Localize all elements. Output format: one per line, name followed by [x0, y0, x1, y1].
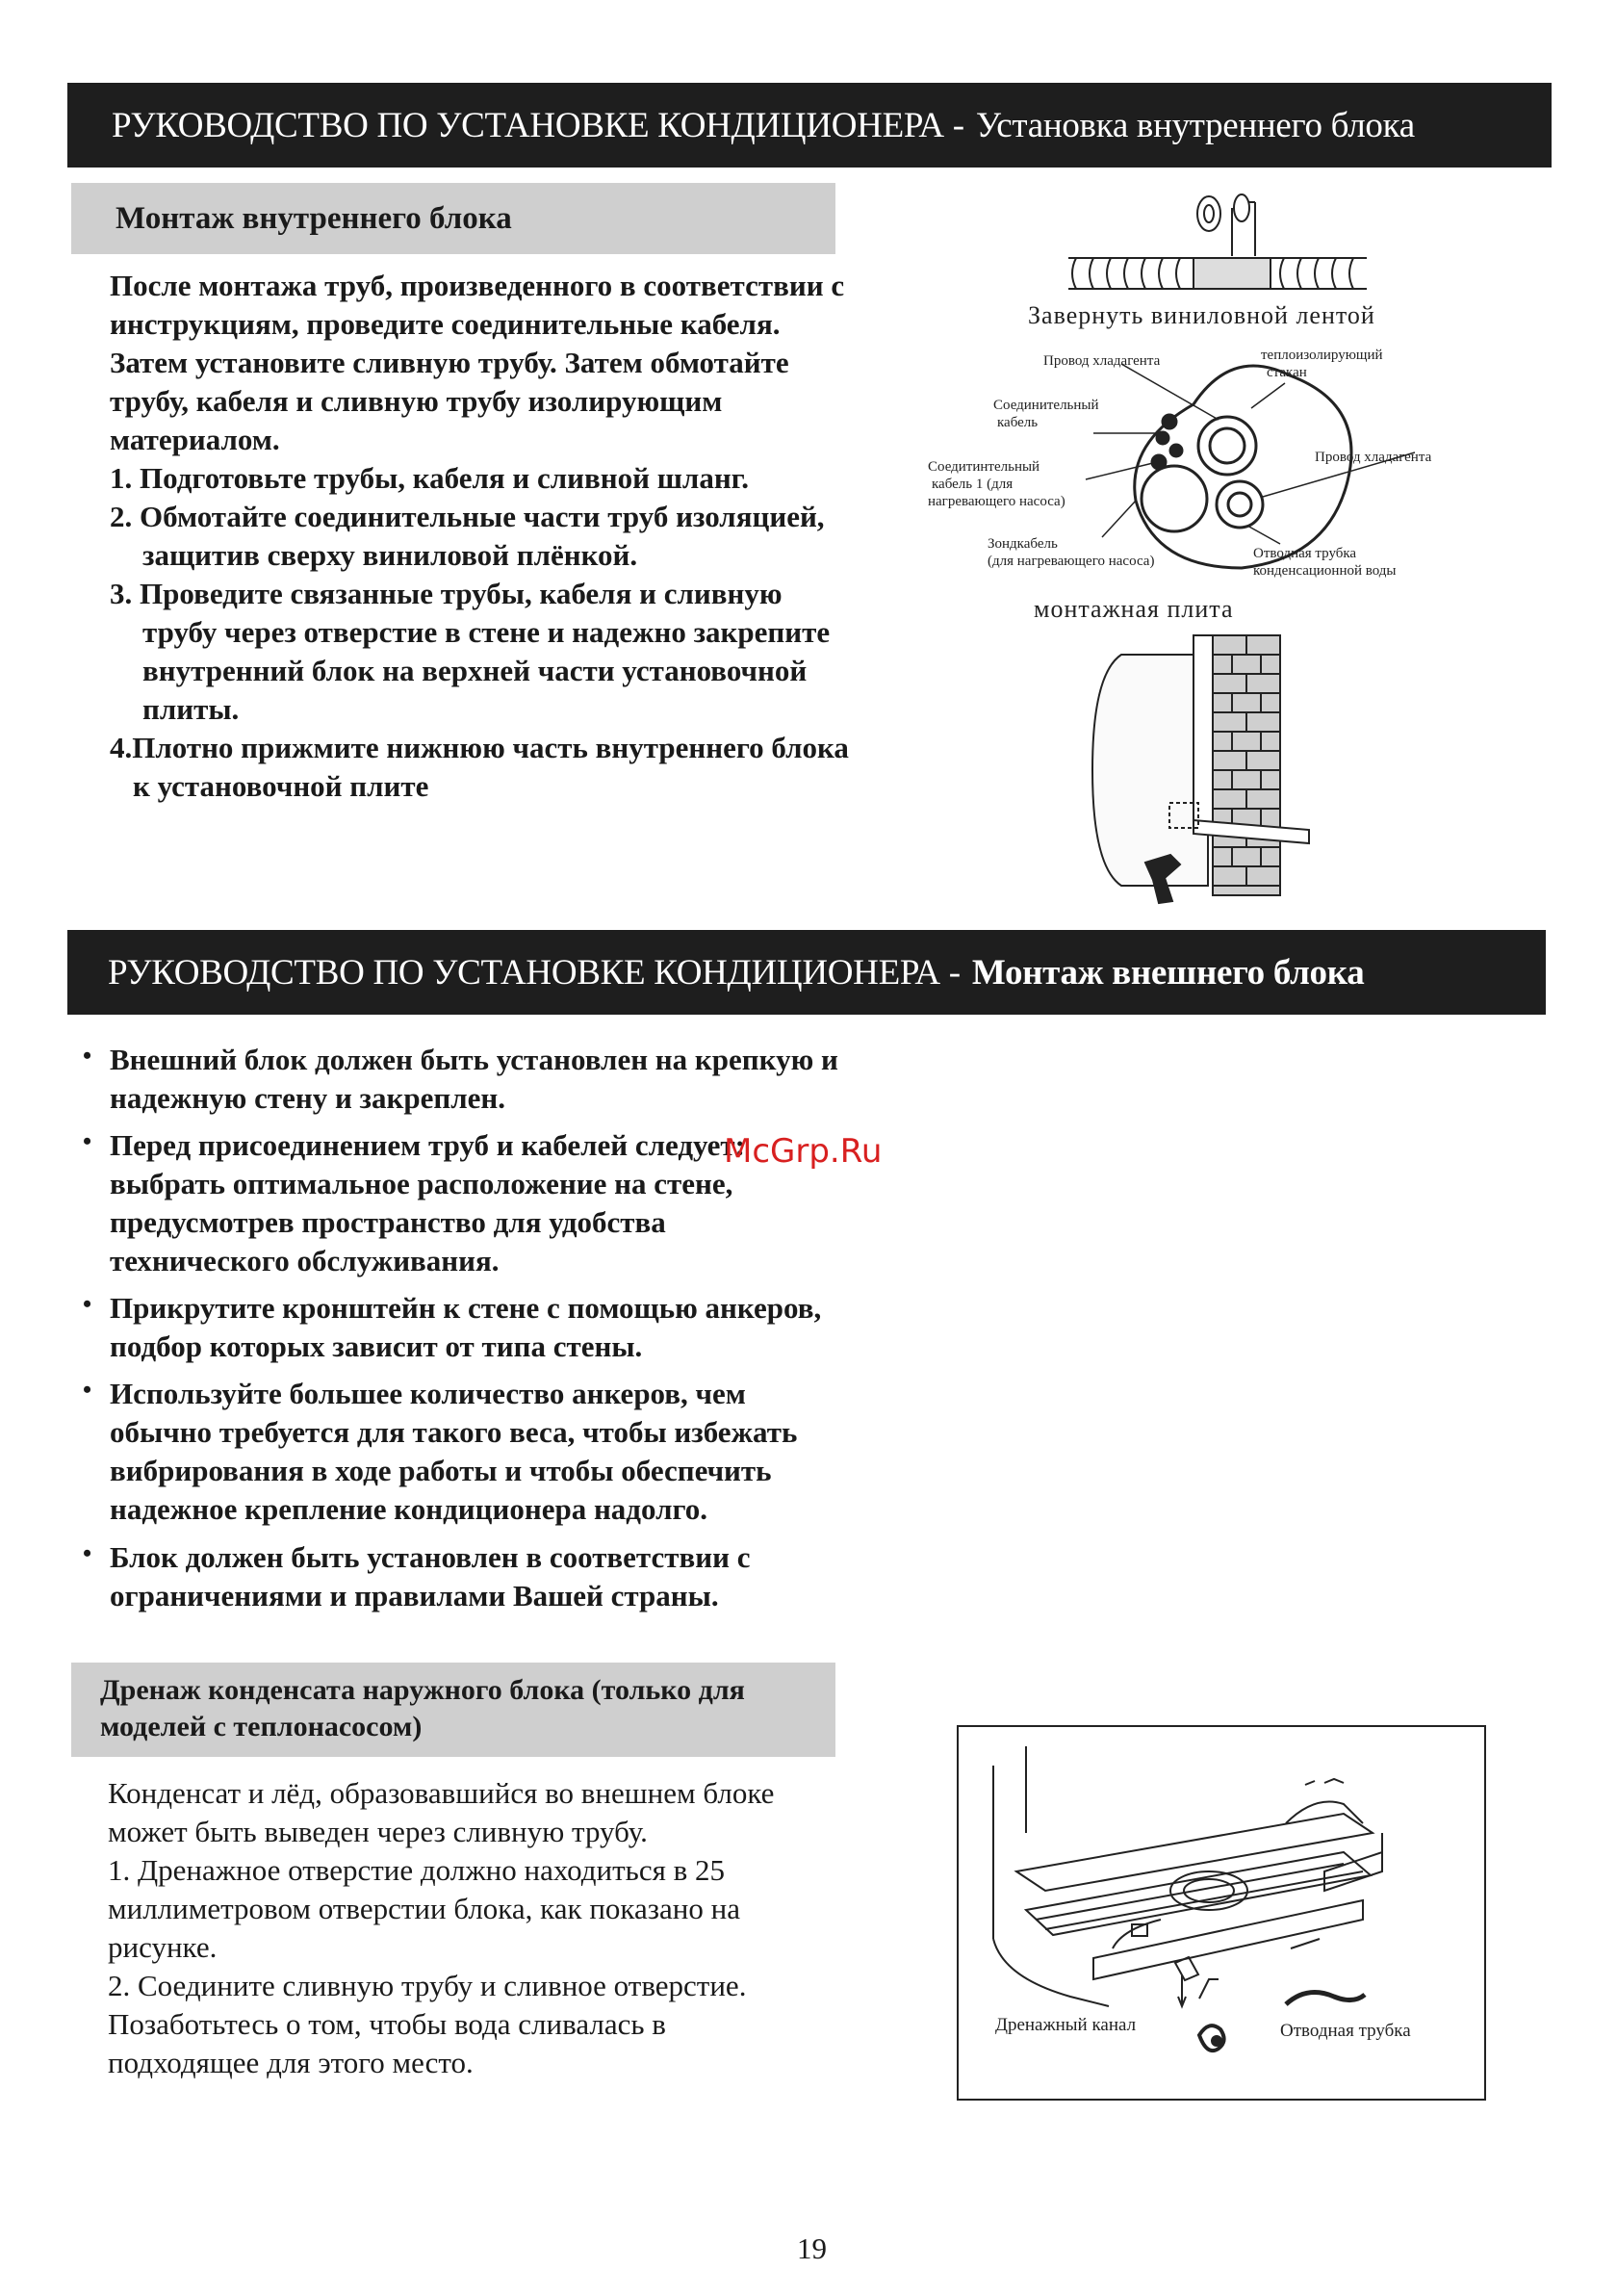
- text-line: подходящее для этого место.: [108, 2046, 474, 2079]
- drain-tube-label-2: Отводная трубка: [1280, 2021, 1411, 2041]
- section-banner-outdoor: [67, 930, 1546, 1015]
- label-line: теплоизолирующий: [1261, 348, 1383, 363]
- vinyl-tape-illustration: [1068, 194, 1367, 289]
- text-line: может быть выведен через сливную трубу.: [108, 1815, 648, 1848]
- step-line: защитив сверху виниловой плёнкой.: [142, 538, 638, 572]
- watermark: McGrp.Ru: [724, 1132, 883, 1171]
- outdoor-drain-figure: [959, 1727, 1484, 2099]
- subhead-indoor-mounting: [71, 183, 835, 254]
- mounting-plate-label: монтажная плита: [1034, 595, 1234, 623]
- connecting-cable-label: [993, 397, 1099, 431]
- text-line: рисунке.: [108, 1930, 218, 1964]
- step-line: 2. Обмотайте соединительные части труб изоляцией,: [110, 500, 825, 533]
- label-line: Отводная трубка: [1253, 546, 1357, 561]
- list-item: [83, 1041, 949, 1118]
- bullet-line: предусмотрев пространство для удобства: [110, 1205, 666, 1239]
- outdoor-bullet-list: [83, 1041, 949, 1624]
- step-line: 1. Подготовьте трубы, кабеля и сливной шланг.: [110, 461, 750, 495]
- insulating-cup-label: [1261, 347, 1383, 381]
- bullet-line: • Блок должен быть установлен в соответствии с: [110, 1540, 751, 1574]
- drainage-instructions: [108, 1774, 774, 2082]
- step-line: плиты.: [142, 692, 240, 726]
- text-line: 2. Соедините сливную трубу и сливное отверстие.: [108, 1969, 747, 2002]
- label-line: Зондкабель: [988, 536, 1058, 552]
- intro-line: материалом.: [110, 423, 280, 456]
- pipe-bundle-cross-section: [1135, 366, 1351, 568]
- label-line: (для нагревающего насоса): [988, 554, 1155, 569]
- bullet-line: вибрирования в ходе работы и чтобы обеспечить: [110, 1454, 772, 1487]
- bullet-line: ограничениями и правилами Вашей страны.: [110, 1579, 719, 1612]
- intro-line: После монтажа труб, произведенного в соответствии с: [110, 269, 845, 302]
- label-line: Соединительный: [993, 398, 1099, 413]
- label-line: Соедитинтельный: [928, 459, 1040, 475]
- connecting-cable-1-label: [928, 458, 1065, 510]
- subhead-condensate-drainage: [71, 1663, 835, 1757]
- drain-tube-label: [1253, 545, 1397, 580]
- step-line: трубу через отверстие в стене и надежно закрепите: [142, 615, 831, 649]
- intro-line: Затем установите сливную трубу. Затем обмотайте: [110, 346, 789, 379]
- banner-title: РУКОВОДСТВО ПО УСТАНОВКЕ КОНДИЦИОНЕРА -: [112, 105, 964, 145]
- label-line: конденсационной воды: [1253, 563, 1397, 579]
- subhead-line: моделей с теплонасосом): [100, 1711, 423, 1742]
- list-item: [83, 1289, 949, 1366]
- bullet-line: технического обслуживания.: [110, 1244, 500, 1277]
- probe-cable-label: [988, 535, 1154, 570]
- page-number: 19: [797, 2232, 827, 2265]
- bullet-line: • Внешний блок должен быть установлен на крепкую и: [110, 1043, 838, 1076]
- step-line: к установочной плите: [133, 769, 429, 803]
- subhead-line: Дренаж конденсата наружного блока (только для: [100, 1674, 745, 1706]
- wall-mount-illustration: [1092, 635, 1309, 903]
- text-line: 1. Дренажное отверстие должно находиться в 25: [108, 1853, 725, 1887]
- list-item: [83, 1375, 949, 1529]
- indoor-instructions: [110, 267, 849, 806]
- intro-line: трубу, кабеля и сливную трубу изолирующим: [110, 384, 723, 418]
- step-line: 3. Проведите связанные трубы, кабеля и сливную: [110, 577, 783, 610]
- bullet-line: выбрать оптимальное расположение на стене,: [110, 1167, 733, 1200]
- section-banner-indoor: [67, 83, 1552, 168]
- intro-line: инструкциям, проведите соединительные кабеля.: [110, 307, 781, 341]
- refrigerant-wire-label-right: Провод хладагента: [1315, 450, 1432, 465]
- refrigerant-wire-label-top: Провод хладагента: [1043, 353, 1161, 369]
- bullet-line: надежное крепление кондиционера надолго.: [110, 1492, 708, 1526]
- bullet-line: подбор которых зависит от типа стены.: [110, 1329, 643, 1363]
- label-line: кабель 1 (для: [932, 477, 1014, 492]
- banner-subtitle: Монтаж внешнего блока: [971, 952, 1365, 993]
- step-line: внутренний блок на верхней части установочной: [142, 654, 808, 687]
- bullet-line: • Перед присоединением труб и кабелей следует:: [110, 1128, 745, 1162]
- bullet-line: надежную стену и закреплен.: [110, 1081, 505, 1115]
- bullet-line: • Прикрутите кронштейн к стене с помощью анкеров,: [110, 1291, 822, 1325]
- label-line: нагревающего насоса): [928, 494, 1065, 509]
- subhead-text: Монтаж внутреннего блока: [116, 201, 512, 236]
- text-line: миллиметровом отверстии блока, как показано на: [108, 1892, 740, 1925]
- banner-title: РУКОВОДСТВО ПО УСТАНОВКЕ КОНДИЦИОНЕРА -: [108, 952, 961, 993]
- label-line: кабель: [997, 415, 1039, 430]
- step-line: 4.Плотно прижмите нижнюю часть внутреннего блока: [110, 731, 849, 764]
- text-line: Конденсат и лёд, образовавшийся во внешнем блоке: [108, 1776, 775, 1810]
- list-item: [83, 1538, 949, 1615]
- drain-channel-label: Дренажный канал: [995, 2015, 1137, 2035]
- banner-subtitle: Установка внутреннего блока: [975, 105, 1415, 145]
- text-line: Позаботьтесь о том, чтобы вода сливалась в: [108, 2007, 666, 2041]
- label-line: стакан: [1267, 365, 1307, 380]
- wrap-tape-label: Завернуть виниловной лентой: [1028, 301, 1375, 329]
- bullet-line: • Используйте большее количество анкеров, чем: [110, 1377, 746, 1410]
- bullet-line: обычно требуется для такого веса, чтобы избежать: [110, 1415, 798, 1449]
